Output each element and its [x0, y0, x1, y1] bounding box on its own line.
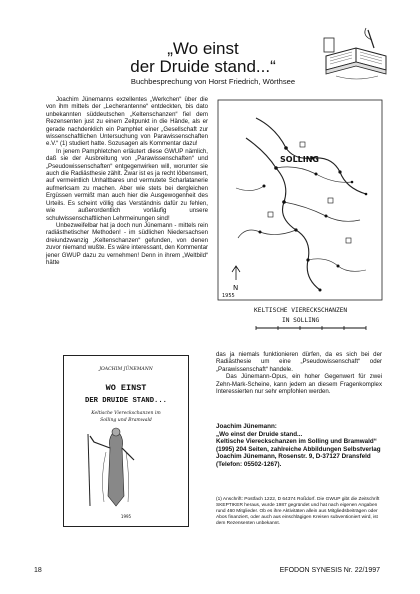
solling-map — [216, 98, 384, 336]
north-arrow-label: N — [233, 284, 239, 292]
title-line-1: „Wo einst — [167, 39, 239, 58]
article-body-right — [216, 351, 382, 395]
paragraph: Joachim Jünemanns exzellentes „Werkchen“ über die von ihm mittels der „Lecherantenne“ entdeckten, bis dato unbekannten süddeutschen „Keltenschanzen“ fiel dem Rezensenten just zu einem Zeitpunkt in die Hände, als er gerade nachdenklich ein Pamphlet einer „Gesellschaft zur wissenschaftlichen Untersuchung von Parawissenschaften e.V.“ (1) studiert hatte. Sozusagen als Kommentar dazu! — [46, 96, 208, 148]
article-subtitle: Buchbesprechung von Horst Friedrich, Wörthsee — [130, 77, 296, 86]
bibliography — [216, 423, 382, 469]
map-year-label: 1955 — [222, 293, 235, 299]
druid-figure-icon — [88, 428, 134, 506]
cover-title-line-1: WO EINST — [105, 383, 147, 393]
cover-year: 1995 — [120, 514, 132, 519]
title-line-2: der Druide stand...“ — [130, 57, 276, 76]
map-caption-line-2: IN SOLLING — [282, 317, 320, 324]
page-number: 18 — [34, 567, 42, 574]
book-cover-art — [64, 356, 188, 526]
map-caption-line-1: KELTISCHE VIERECKSCHANZEN — [254, 307, 348, 314]
open-book-illustration-icon — [322, 26, 390, 86]
cover-title-line-2: DER DRUIDE STAND... — [85, 397, 167, 405]
footnote: (1) Anschrift: Postfach 1222, D 64374 Roßdorf. Die GWUP gibt die Zeitschrift SKEPTIKER heraus, wurde 1987 gegründet und hat nach eigenen Angaben rund 460 Mitglieder. Ob es ihre Aktivitäten allein aus Mitgliedsbeiträgen oder Abos finanziert, oder auch aus einschlägigen Kreisen subventioniert wird, ist dem Rezensenten unbekannt. — [216, 497, 380, 526]
paragraph: Das Jünemann-Opus, ein hoher Gegenwert für zwei Zehn-Mark-Scheine, kann jedem an diesem Fragenkomplex Interessierten nur sehr empfohlen werden. — [216, 373, 382, 396]
paragraph: das ja niemals funktionieren dürfen, da es sich bei der Radiästhesie um eine „Pseudowissenschaft“ oder „Parawissenschaft“ handele. — [216, 351, 382, 373]
cover-subtitle-line-2: Solling und Bramwald — [100, 418, 152, 423]
bib-subtitle: Keltische Viereckschanzen im Solling und Bramwald“ — [216, 438, 377, 446]
bib-author: Joachim Jünemann: — [216, 423, 277, 430]
bib-title: „Wo einst der Druide stand... — [216, 430, 303, 438]
article-body-left — [46, 96, 208, 266]
article-title — [118, 40, 288, 76]
publication-info: EFODON SYNESIS Nr. 22/1997 — [279, 567, 380, 574]
map-place-label: SOLLING — [280, 155, 319, 164]
cover-author: JOACHIM JÜNEMANN — [99, 367, 153, 372]
bib-details: (1995) 204 Seiten, zahlreiche Abbildungen Selbstverlag Joachim Jünemann, Rosenstr. 9, D-37127 Dransfeld (Telefon: 05502-1267). — [216, 445, 381, 468]
book-cover — [63, 355, 189, 527]
cover-subtitle-line-1: Keltische Viereckschanzen im — [91, 411, 161, 416]
paragraph: In jenem Pamphletchen erläutert diese GWUP nämlich, daß sie der Ausbreitung von „Parawissenschaften“ und „Pseudowissenschaften“ entgegenwirken will, worunter sie auch die Radiästhesie zählt. Zwar ist es ja recht löbenswert, auf vermeintlich Unhaltbares und vermutete Scharlatanerie aufmerksam zu machen. Aber wie stets bei dergleichen Ergüssen vermißt man auch hier die Ausgewogenheit des Urteils. Es scheint völlig das Verständnis dafür zu fehlen, wie außerordentlich vorläufig unsere schulwissenschaftlichen Lehrmeinungen sind! — [46, 147, 208, 222]
paragraph: Unbezweifelbar hat ja doch nun Jünemann - mittels rein radiästhetischer Methoden! - im südlichen Niedersachsen dreiundzwanzig „Keltenschanzen“ gefunden, von denen zuvor niemand wußte. Es wäre interessant, den Kommentar jener GWUP dazu zu vernehmen! Denn in ihrem „Weltbild“ hätte — [46, 221, 208, 266]
